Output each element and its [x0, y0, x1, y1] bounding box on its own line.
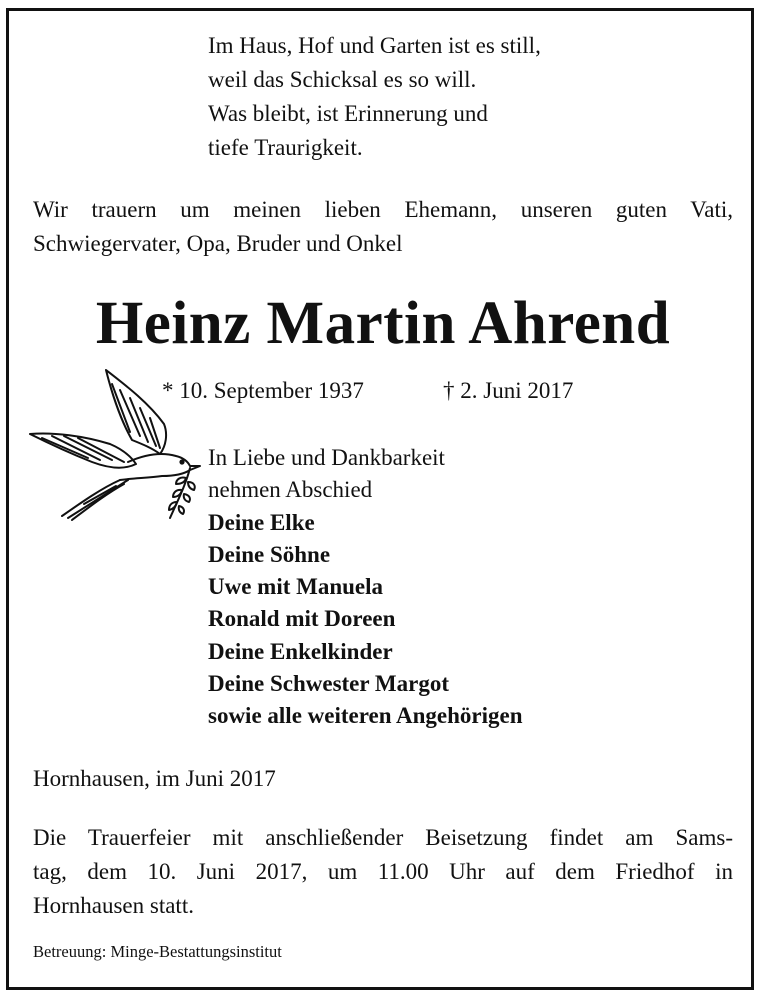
mourner-name: sowie alle weiteren Angehörigen	[208, 703, 523, 729]
mourning-intro	[33, 193, 733, 261]
poem-line: weil das Schicksal es so will.	[208, 67, 477, 92]
place-and-date: Hornhausen, im Juni 2017	[33, 766, 276, 791]
farewell-line: nehmen Abschied	[208, 477, 373, 503]
intro-line: Wir trauern um meinen lieben Ehemann, unseren guten Vati,	[33, 197, 733, 222]
poem-line: Im Haus, Hof und Garten ist es still,	[208, 33, 541, 58]
funeral-line: Die Trauerfeier mit anschließender Beisetzung findet am Sams-	[33, 825, 733, 850]
death-date: † 2. Juni 2017	[443, 378, 574, 403]
intro-line: Schwiegervater, Opa, Bruder und Onkel	[33, 231, 403, 256]
mourner-name: Deine Enkelkinder	[208, 638, 393, 664]
mourner-name: Deine Söhne	[208, 541, 331, 567]
mourner-name: Ronald mit Doreen	[208, 606, 396, 632]
funeral-home-credit: Betreuung: Minge-Bestattungsinstitut	[33, 942, 282, 961]
farewell-line: In Liebe und Dankbarkeit	[208, 445, 445, 470]
birth-date: * 10. September 1937	[162, 378, 364, 403]
poem	[208, 29, 541, 165]
poem-line: Was bleibt, ist Erinnerung und	[208, 101, 488, 126]
dove-with-olive-branch-icon	[28, 362, 208, 522]
funeral-line: tag, dem 10. Juni 2017, um 11.00 Uhr auf dem Friedhof in	[33, 859, 733, 884]
funeral-line: Hornhausen statt.	[33, 893, 194, 918]
deceased-name: Heinz Martin Ahrend	[95, 290, 671, 357]
funeral-notice	[33, 821, 733, 923]
poem-line: tiefe Traurigkeit.	[208, 135, 363, 160]
mourners-block	[208, 442, 523, 733]
mourner-name: Deine Schwester Margot	[208, 671, 450, 697]
mourner-name: Uwe mit Manuela	[208, 574, 384, 600]
mourner-name: Deine Elke	[208, 509, 315, 535]
